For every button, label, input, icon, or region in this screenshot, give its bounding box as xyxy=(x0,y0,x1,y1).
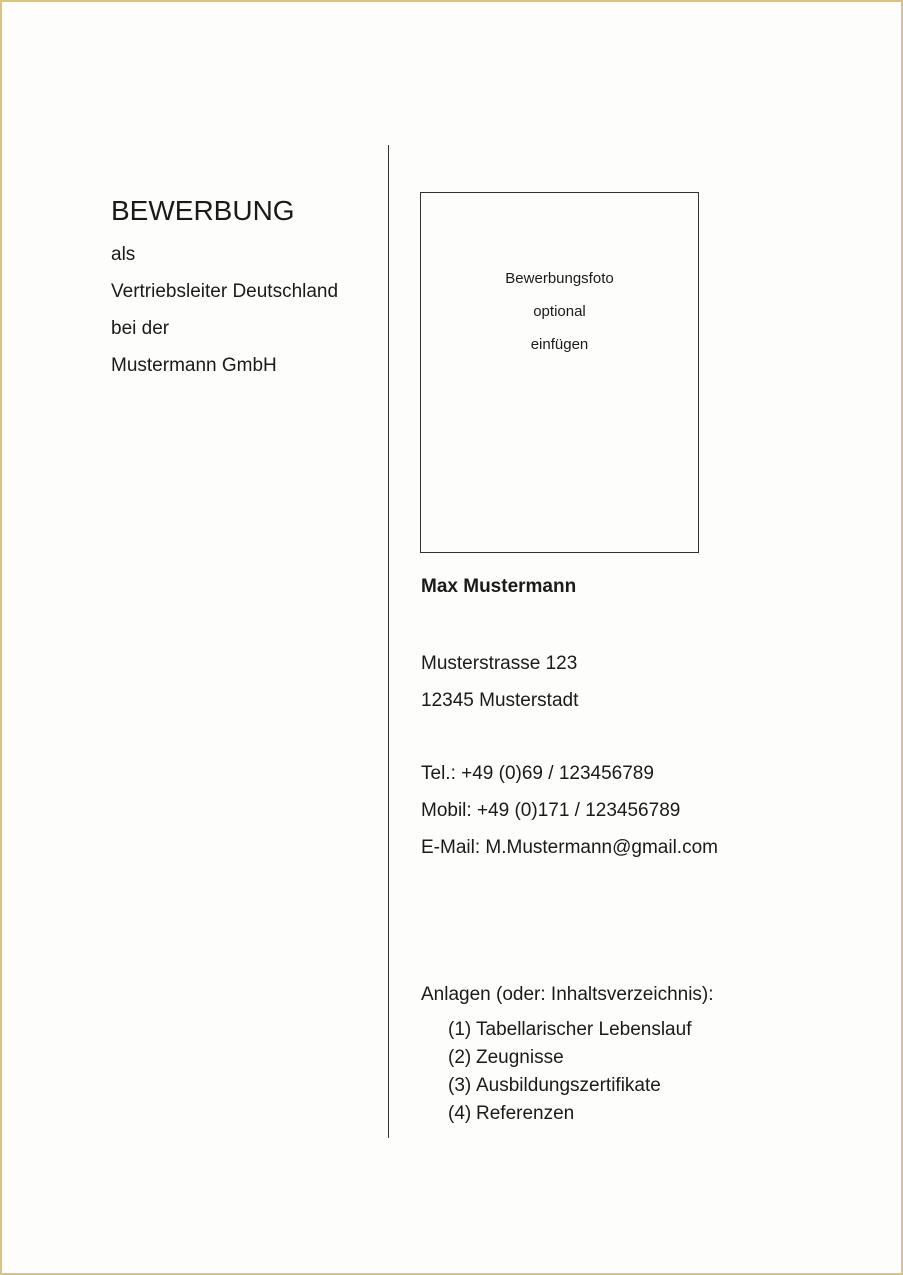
heading-line-as: als xyxy=(111,244,136,265)
vertical-divider xyxy=(388,145,389,1138)
email-address: E-Mail: M.Mustermann@gmail.com xyxy=(421,837,718,858)
photo-text-line-2: optional xyxy=(533,303,586,320)
applicant-contact-block xyxy=(421,572,718,866)
heading-line-position: Vertriebsleiter Deutschland xyxy=(111,281,339,302)
attachment-item xyxy=(448,1016,714,1044)
attachment-number: (4) xyxy=(448,1103,472,1124)
photo-text-line-3: einfügen xyxy=(530,336,589,353)
attachment-label: Zeugnisse xyxy=(476,1047,564,1068)
mobile-number: Mobil: +49 (0)171 / 123456789 xyxy=(421,800,681,821)
contact-details xyxy=(421,755,718,866)
heading-line-company: Mustermann GmbH xyxy=(111,355,277,376)
address-block xyxy=(421,645,718,719)
attachment-label: Referenzen xyxy=(476,1103,575,1124)
heading-line-at: bei der xyxy=(111,318,170,339)
photo-placeholder-text xyxy=(421,262,698,361)
document-title: BEWERBUNG xyxy=(111,195,295,226)
attachment-item xyxy=(448,1100,714,1128)
city-address: 12345 Musterstadt xyxy=(421,690,579,711)
photo-placeholder xyxy=(420,192,699,553)
attachment-label: Ausbildungszertifikate xyxy=(476,1075,661,1096)
photo-text-line-1: Bewerbungsfoto xyxy=(505,270,614,287)
attachments-section xyxy=(421,978,714,1128)
attachments-heading: Anlagen (oder: Inhaltsverzeichnis): xyxy=(421,984,714,1005)
attachments-list xyxy=(421,1016,714,1128)
attachment-number: (1) xyxy=(448,1019,472,1040)
applicant-name: Max Mustermann xyxy=(421,576,577,597)
attachment-item xyxy=(448,1072,714,1100)
attachment-item xyxy=(448,1044,714,1072)
street-address: Musterstrasse 123 xyxy=(421,653,578,674)
attachment-number: (3) xyxy=(448,1075,472,1096)
application-heading-block xyxy=(111,192,338,384)
phone-number: Tel.: +49 (0)69 / 123456789 xyxy=(421,763,654,784)
attachment-number: (2) xyxy=(448,1047,472,1068)
attachment-label: Tabellarischer Lebenslauf xyxy=(476,1019,692,1040)
